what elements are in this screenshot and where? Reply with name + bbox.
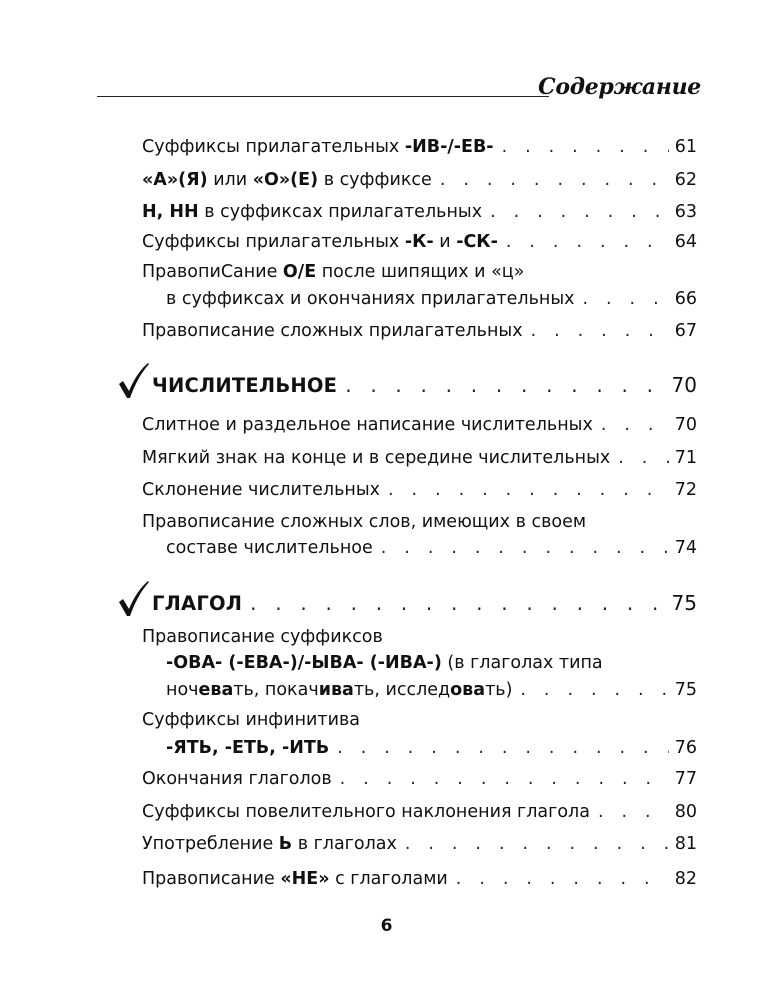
entry-text-run: Суффиксы прилагательных: [142, 232, 405, 252]
entry-text-run: «О»(Е): [252, 170, 319, 190]
entry-text-run: -ЯТЬ, -ЕТЬ, -ИТЬ: [166, 738, 330, 758]
entry-text-run: Суффиксы повелительного наклонения глагола: [142, 802, 590, 822]
toc-entry-line[interactable]: [166, 736, 697, 760]
entry-title: [142, 200, 482, 224]
toc-entry-line[interactable]: [142, 230, 697, 254]
entry-text-run: Окончания глаголов: [142, 769, 332, 789]
chapter-heading[interactable]: [152, 589, 697, 618]
dot-leader: [583, 287, 669, 311]
toc-entry-line[interactable]: [142, 168, 697, 192]
dot-leader: [598, 800, 669, 824]
entry-text-run: Суффиксы прилагательных: [142, 137, 405, 157]
entry-page-number: 66: [674, 289, 697, 309]
entry-text-run: «А»(Я): [142, 170, 208, 190]
chapter-page-number: 75: [671, 591, 697, 615]
entry-text-run: или: [207, 170, 253, 190]
dot-leader: [502, 135, 669, 159]
dot-leader: [531, 319, 669, 343]
entry-title: [142, 867, 448, 891]
toc-entry-line[interactable]: [166, 678, 697, 702]
entry-title: [142, 832, 397, 856]
entry-page-number: 71: [674, 448, 697, 468]
entry-page-number: 74: [674, 538, 697, 558]
entry-text-run: и: [433, 232, 457, 252]
chapter-page-number: 70: [671, 373, 697, 397]
entry-title: [142, 767, 332, 791]
entry-text-run: (в глаголах типа: [441, 653, 603, 673]
page-number: 6: [380, 916, 393, 936]
dot-leader: [440, 168, 669, 192]
dot-leader: [618, 446, 668, 470]
dot-leader: [405, 832, 669, 856]
toc-entry-line[interactable]: [142, 200, 697, 224]
entry-title: [142, 800, 590, 824]
dot-leader: [388, 478, 669, 502]
entry-text-run: -СК-: [456, 232, 498, 252]
entry-text-run: в суффиксах прилагательных: [198, 202, 483, 222]
entry-text-run: Н, НН: [142, 202, 199, 222]
header-title: Содержание: [538, 74, 701, 100]
entry-text-run: ть, исслед: [353, 680, 451, 700]
entry-text-run: -ОВА- (-ЕВА-)/-ЫВА- (-ИВА-): [166, 653, 442, 673]
checkmark-icon: [116, 580, 150, 618]
running-header: [97, 72, 701, 102]
entry-text-run: ова: [450, 680, 486, 700]
entry-text-run: ива: [318, 680, 354, 700]
toc-entry-line[interactable]: [142, 260, 524, 284]
toc-entry-line[interactable]: [142, 800, 697, 824]
entry-title: [142, 319, 523, 343]
dot-leader: [337, 736, 669, 760]
dot-leader: [490, 200, 669, 224]
entry-page-number: 80: [674, 802, 697, 822]
dot-leader: [456, 867, 669, 891]
checkmark-icon: [116, 362, 150, 400]
entry-page-number: 64: [674, 232, 697, 252]
entry-text-run: ева: [198, 680, 234, 700]
dot-leader: [506, 230, 669, 254]
entry-title: [142, 413, 593, 437]
entry-text-run: в глаголах: [292, 834, 397, 854]
entry-text-run: Суффиксы инфинитива: [142, 710, 361, 730]
entry-title: [166, 736, 329, 760]
entry-title: [142, 478, 380, 502]
entry-page-number: 81: [674, 834, 697, 854]
entry-text-run: ть): [485, 680, 513, 700]
entry-text-run: с глаголами: [329, 869, 448, 889]
toc-entry-line[interactable]: [142, 319, 697, 343]
entry-title: [166, 536, 373, 560]
dot-leader: [601, 413, 669, 437]
entry-text-run: ноч: [166, 680, 199, 700]
entry-text-run: ПравопиСание: [142, 262, 283, 282]
entry-text-run: Правописание сложных слов, имеющих в своем: [142, 512, 587, 532]
entry-title: [142, 230, 498, 254]
entry-page-number: 61: [674, 137, 697, 157]
toc-entry-line[interactable]: [142, 135, 697, 159]
entry-title: [166, 287, 575, 311]
dot-leader: [381, 536, 669, 560]
toc-entry-line[interactable]: [142, 413, 697, 437]
entry-text-run: в суффиксе: [318, 170, 432, 190]
entry-text-run: Склонение числительных: [142, 480, 381, 500]
entry-text-run: -ИВ-/-ЕВ-: [404, 137, 494, 157]
chapter-title: ЧИСЛИТЕЛЬНОЕ: [152, 374, 338, 397]
dot-leader: [250, 589, 665, 617]
entry-page-number: 82: [674, 869, 697, 889]
toc-entry-line[interactable]: [142, 446, 697, 470]
dot-leader: [520, 678, 668, 702]
chapter-heading[interactable]: [152, 371, 697, 400]
entry-page-number: 72: [674, 480, 697, 500]
entry-title: [142, 135, 494, 159]
toc-entry-line[interactable]: [142, 832, 697, 856]
entry-page-number: 76: [674, 738, 697, 758]
toc-entry-line[interactable]: [142, 767, 697, 791]
entry-text-run: составе числительное: [166, 538, 373, 558]
entry-page-number: 63: [674, 202, 697, 222]
entry-text-run: в суффиксах и окончаниях прилагательных: [166, 289, 575, 309]
entry-text-run: Правописание сложных прилагательных: [142, 321, 523, 341]
chapter-title: ГЛАГОЛ: [152, 592, 243, 615]
header-rule: [97, 96, 549, 97]
entry-title: [142, 446, 610, 470]
entry-text-run: О/Е: [282, 262, 317, 282]
entry-title: [166, 678, 512, 702]
entry-title: [142, 168, 432, 192]
entry-page-number: 67: [674, 321, 697, 341]
toc-entry-line[interactable]: [142, 510, 586, 534]
entry-text-run: после шипящих и «ц»: [316, 262, 525, 282]
toc-entry-line[interactable]: [166, 536, 697, 560]
entry-text-run: Правописание суффиксов: [142, 627, 383, 647]
entry-page-number: 62: [674, 170, 697, 190]
entry-page-number: 70: [674, 415, 697, 435]
toc-entry-line[interactable]: [142, 478, 697, 502]
toc-entry-line[interactable]: [142, 708, 360, 732]
entry-page-number: 75: [674, 680, 697, 700]
dot-leader: [340, 767, 669, 791]
entry-text-run: Мягкий знак на конце и в середине числительных: [142, 448, 611, 468]
entry-text-run: Правописание: [142, 869, 281, 889]
entry-text-run: Употребление: [142, 834, 279, 854]
entry-text-run: ть, покач: [233, 680, 319, 700]
entry-text-run: Слитное и раздельное написание числительных: [142, 415, 593, 435]
toc-entry-line[interactable]: [142, 625, 383, 649]
toc-entry-line[interactable]: [142, 867, 697, 891]
toc-entry-line[interactable]: [166, 287, 697, 311]
entry-text-run: «НЕ»: [280, 869, 330, 889]
toc-entry-line[interactable]: [166, 651, 603, 675]
entry-text-run: Ь: [278, 834, 293, 854]
entry-text-run: -К-: [404, 232, 434, 252]
entry-page-number: 77: [674, 769, 697, 789]
dot-leader: [345, 371, 665, 399]
